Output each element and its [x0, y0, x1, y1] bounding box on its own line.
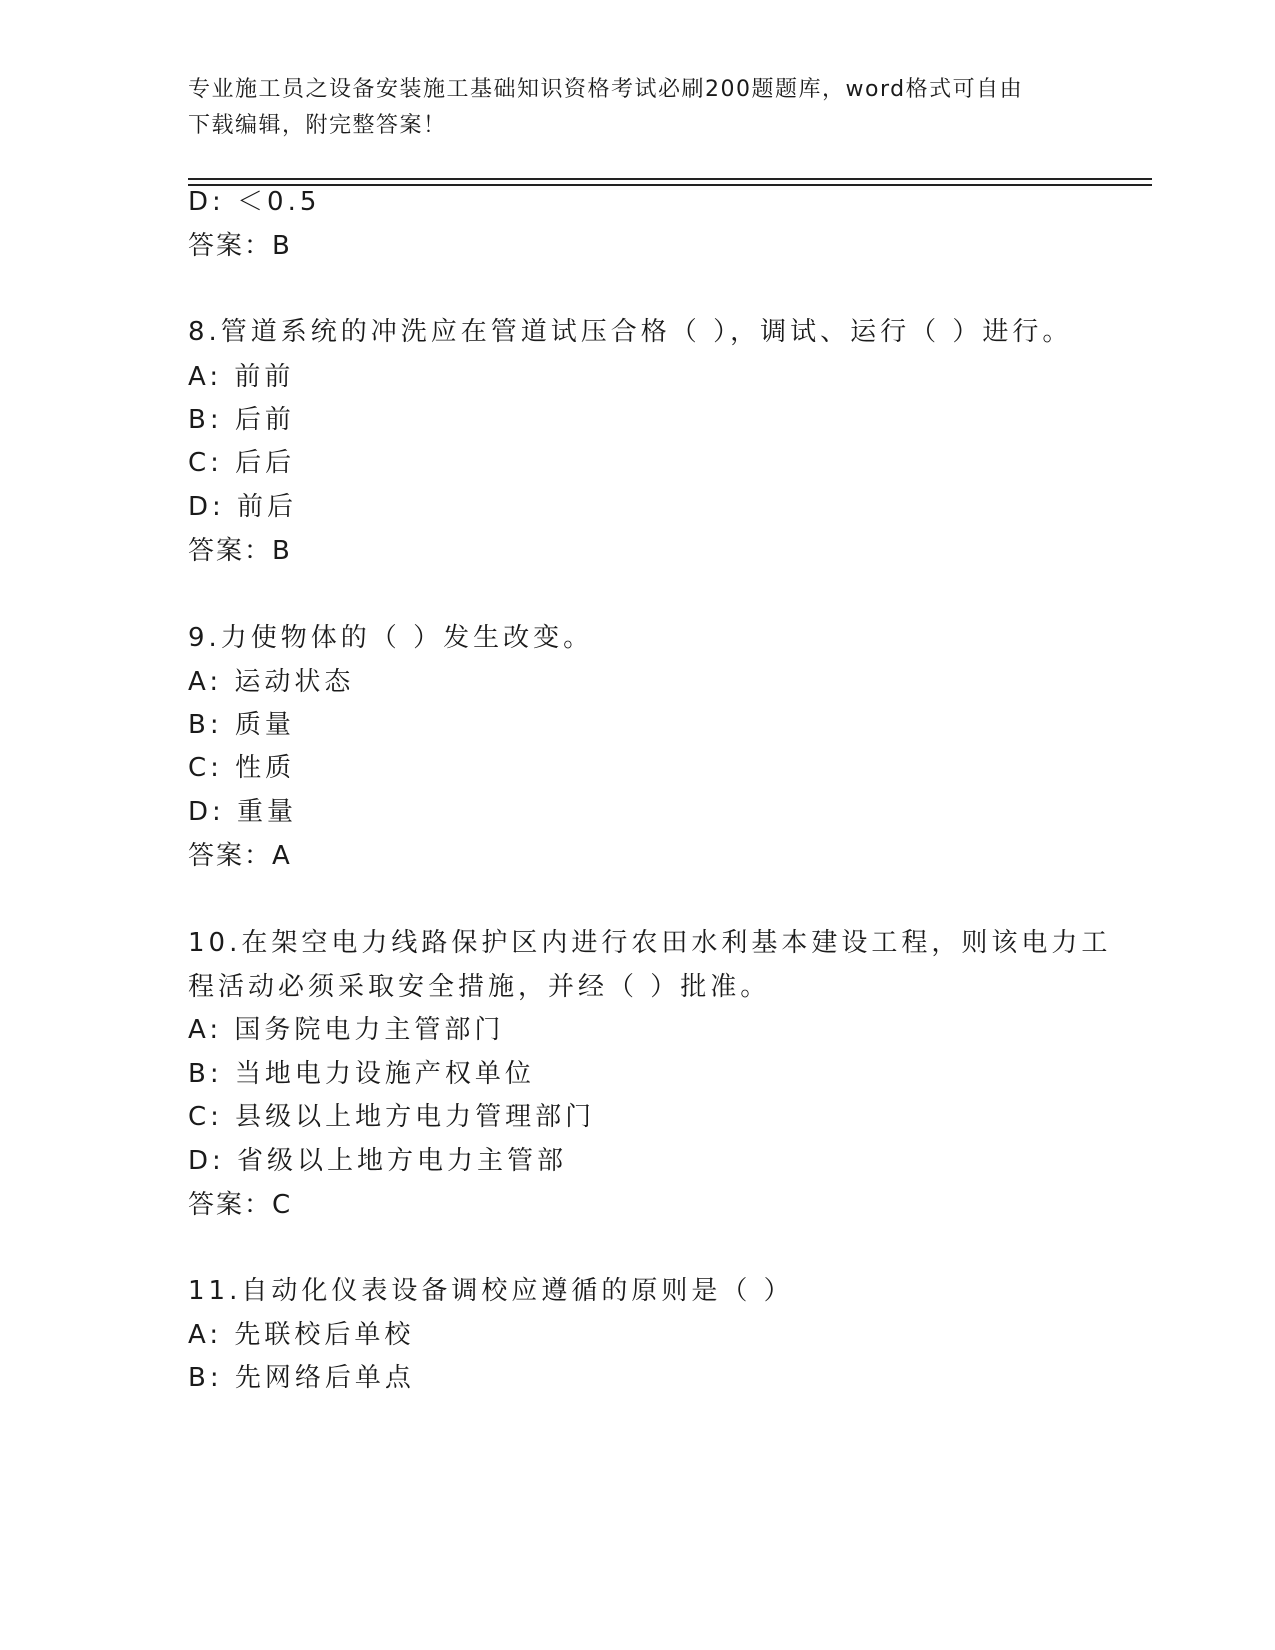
q11-stem-line-1: 11.自动化仪表设备调校应遵循的原则是（ ）	[188, 1276, 794, 1306]
q9-stem-line-1: 9.力使物体的（ ）发生改变。	[188, 623, 594, 653]
prev-option-d: D: ＜0.5	[188, 187, 321, 217]
q10-answer: 答案：C	[188, 1190, 293, 1220]
q8-option-b: B: 后前	[188, 405, 295, 435]
q8-answer: 答案：B	[188, 536, 292, 566]
q10-option-a: A: 国务院电力主管部门	[188, 1015, 505, 1045]
header-line-2: 下载编辑，附完整答案！	[188, 113, 447, 138]
q10-stem-line-1: 10.在架空电力线路保护区内进行农田水利基本建设工程，则该电力工	[188, 928, 1112, 958]
q9-option-a: A: 运动状态	[188, 667, 355, 697]
q8-option-a: A: 前前	[188, 362, 295, 392]
q9-option-d: D: 重量	[188, 797, 298, 827]
q11-option-a: A: 先联校后单校	[188, 1320, 415, 1350]
q9-option-b: B: 质量	[188, 710, 295, 740]
q8-option-c: C: 后后	[188, 448, 296, 478]
q10-option-b: B: 当地电力设施产权单位	[188, 1059, 535, 1089]
q8-stem-line-1: 8.管道系统的冲洗应在管道试压合格（ ），调试、运行（ ）进行。	[188, 317, 1073, 347]
q9-option-c: C: 性质	[188, 753, 296, 783]
header-rule-bottom	[188, 184, 1152, 186]
q8-option-d: D: 前后	[188, 492, 298, 522]
q11-option-b: B: 先网络后单点	[188, 1363, 415, 1393]
q9-answer: 答案：A	[188, 841, 292, 871]
prev-answer: 答案：B	[188, 231, 292, 261]
header-rule-top	[188, 178, 1152, 180]
q10-option-d: D: 省级以上地方电力主管部	[188, 1146, 568, 1176]
q10-stem-line-2: 程活动必须采取安全措施，并经（ ）批准。	[188, 972, 771, 1002]
q10-option-c: C: 县级以上地方电力管理部门	[188, 1102, 596, 1132]
document-header	[188, 72, 1088, 144]
header-line-1: 专业施工员之设备安装施工基础知识资格考试必刷200题题库，word格式可自由	[188, 77, 1024, 102]
